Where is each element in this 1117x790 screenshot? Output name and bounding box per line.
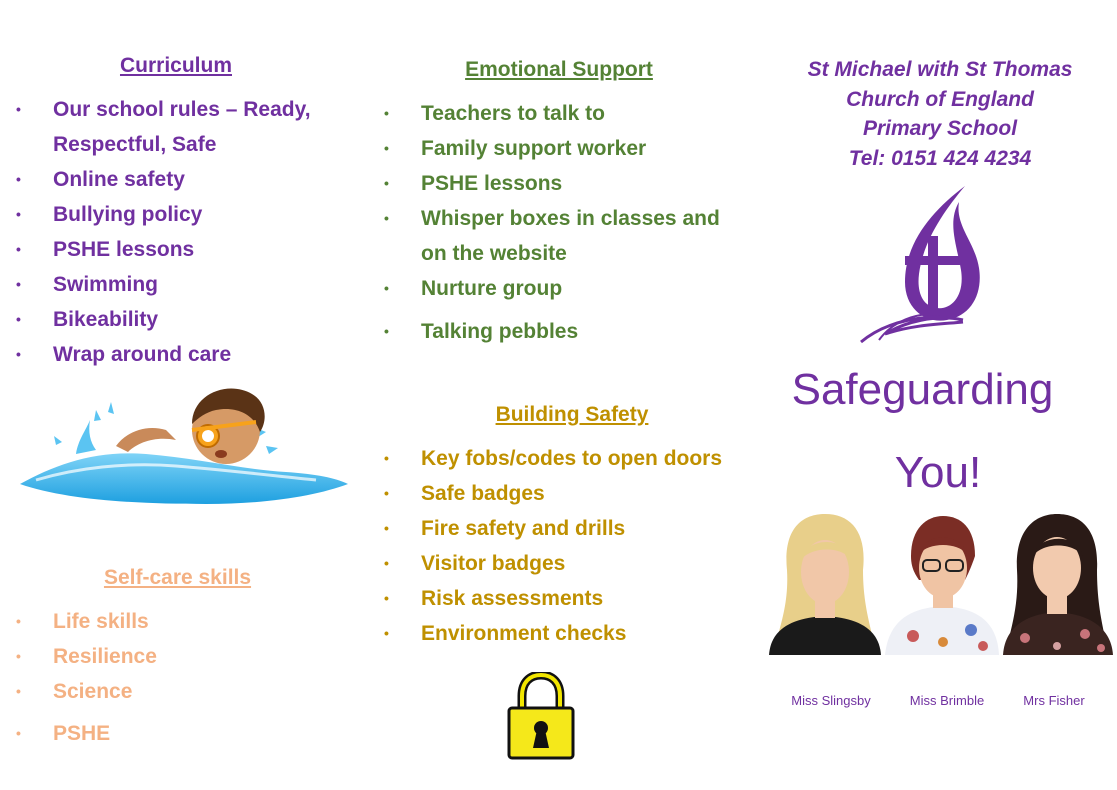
swimmer-illustration: [16, 380, 352, 510]
list-item: Respectful, Safe: [53, 133, 217, 156]
list-item: • Fire safety and drills: [384, 517, 626, 540]
list-item: on the website: [421, 242, 567, 265]
list-item: • Teachers to talk to: [384, 102, 605, 125]
list-item: • Risk assessments: [384, 587, 604, 610]
list-item: • Talking pebbles: [384, 320, 579, 343]
list-item: • Family support worker: [384, 137, 647, 160]
list-item: • Whisper boxes in classes and: [384, 207, 720, 230]
list-item: • Life skills: [16, 610, 149, 633]
list-item: • Environment checks: [384, 622, 627, 645]
emotional-support-heading: Emotional Support: [465, 58, 653, 81]
list-item: • PSHE: [16, 722, 111, 745]
staff-name-fisher: Mrs Fisher: [1023, 693, 1085, 708]
building-safety-list: [384, 441, 723, 651]
school-name-line1: St Michael with St Thomas: [807, 58, 1073, 81]
list-item: • Bikeability: [16, 308, 159, 331]
title-you: You!: [894, 448, 982, 497]
list-item: • PSHE lessons: [384, 172, 563, 195]
title-safeguarding: Safeguarding: [791, 365, 1054, 414]
list-item: • Online safety: [16, 168, 185, 191]
list-item: • Resilience: [16, 645, 157, 668]
list-item: • Our school rules – Ready,: [16, 98, 311, 121]
staff-name-slingsby: Miss Slingsby: [791, 693, 871, 708]
list-item: • Wrap around care: [16, 343, 232, 366]
list-item: • Bullying policy: [16, 203, 203, 226]
school-name-block: [780, 55, 1100, 173]
list-item: • Nurture group: [384, 277, 563, 300]
curriculum-heading: Curriculum: [119, 54, 232, 77]
school-phone: Tel: 0151 424 4234: [848, 146, 1032, 170]
church-logo: [855, 182, 985, 347]
list-item: • Visitor badges: [384, 552, 566, 575]
school-name-line2: Church of England: [846, 87, 1034, 111]
list-item: • Swimming: [16, 273, 159, 296]
staff-photo-slingsby: [767, 510, 883, 655]
building-safety-heading: Building Safety: [495, 403, 649, 426]
staff-name-brimble: Miss Brimble: [909, 693, 985, 708]
self-care-heading: Self-care skills: [103, 566, 252, 589]
list-item: • Science: [16, 680, 133, 703]
staff-photo-fisher: [1001, 510, 1115, 655]
curriculum-list: [16, 92, 311, 372]
self-care-list: [16, 604, 157, 751]
list-item: • Safe badges: [384, 482, 545, 505]
emotional-support-list: [384, 96, 720, 349]
school-name-line3: Primary School: [862, 117, 1018, 140]
padlock-icon: [506, 672, 576, 762]
list-item: • PSHE lessons: [16, 238, 195, 261]
list-item: • Key fobs/codes to open doors: [384, 447, 723, 470]
staff-photo-brimble: [883, 510, 1001, 655]
